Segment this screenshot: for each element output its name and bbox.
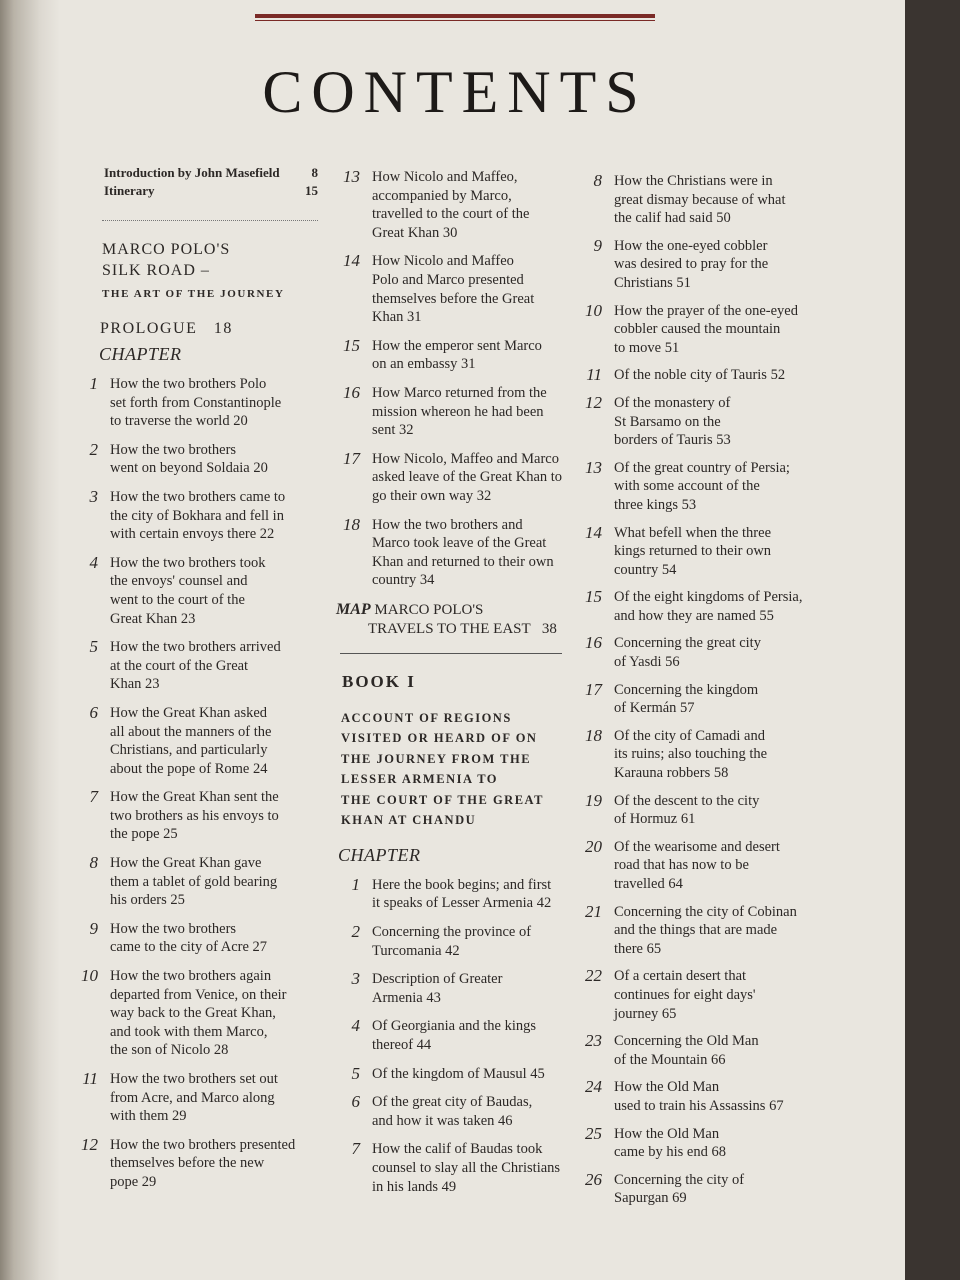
section-subtitle: THE ART OF THE JOURNEY xyxy=(102,288,285,300)
chapter-entry xyxy=(62,920,332,957)
chapter-title: How Nicolo, Maffeo and Marco asked leave of the Great Khan to go their own way 32 xyxy=(372,450,563,504)
chapter-title: Of the great country of Persia; with some account of the three kings 53 xyxy=(614,459,790,513)
chapter-title: How the Great Khan asked all about the manners of the Christians, and particularly about the pope of Rome 24 xyxy=(110,704,272,777)
chapter-heading: CHAPTER xyxy=(338,844,421,865)
chapter-number: 23 xyxy=(585,1031,602,1051)
chapter-entry xyxy=(62,1136,332,1192)
chapter-title: How the Old Man came by his end 68 xyxy=(614,1125,726,1161)
front-entry xyxy=(62,182,332,200)
chapter-title: Of a certain desert that continues for eight days' journey 65 xyxy=(614,968,756,1022)
chapter-number: 7 xyxy=(89,787,98,807)
page-gutter-shadow xyxy=(0,0,60,1280)
chapter-number: 8 xyxy=(593,171,602,190)
front-entry-page: 15 xyxy=(305,183,318,198)
chapter-title: Concerning the kingdom of Kermán 57 xyxy=(614,681,759,717)
chapter-number: 25 xyxy=(585,1123,602,1143)
chapter-entry xyxy=(584,1125,824,1162)
chapter-title: Of the noble city of Tauris 52 xyxy=(614,367,786,384)
section-title-line2: SILK ROAD – xyxy=(102,262,210,279)
contents-column-3 xyxy=(584,172,824,1217)
chapter-number: 4 xyxy=(351,1016,360,1036)
chapter-title: How Marco returned from the mission whereon he had been sent 32 xyxy=(372,384,547,439)
chapter-title: How the two brothers Polo set forth from Constantinople to traverse the world 20 xyxy=(110,376,282,430)
chapter-number: 1 xyxy=(89,374,98,393)
chapter-entry xyxy=(584,1078,824,1115)
chapter-number: 12 xyxy=(81,1134,98,1154)
chapter-title: How the two brothers came to the city of Acre 27 xyxy=(110,920,268,956)
chapter-list-2 xyxy=(336,168,571,590)
chapter-title: How the Old Man used to train his Assassins 67 xyxy=(614,1079,784,1114)
chapter-entry xyxy=(584,172,824,228)
chapter-entry xyxy=(336,1065,571,1084)
chapter-entry xyxy=(584,838,824,894)
chapter-title: Description of Greater Armenia 43 xyxy=(372,971,503,1006)
chapter-title: How the two brothers arrived at the court of the Great Khan 23 xyxy=(110,639,281,693)
chapter-number: 6 xyxy=(351,1092,360,1112)
chapter-number: 15 xyxy=(343,335,360,355)
prologue-entry xyxy=(62,320,332,338)
chapter-number: 21 xyxy=(585,901,602,921)
chapter-entry xyxy=(62,1070,332,1126)
chapter-entry xyxy=(62,441,332,478)
chapter-title: How the two brothers took the envoys' counsel and went to the court of the Great Khan 23 xyxy=(110,554,266,627)
chapter-entry xyxy=(336,970,571,1007)
front-entry xyxy=(62,164,332,182)
chapter-number: 9 xyxy=(593,235,602,255)
chapter-title: How the two brothers went on beyond Soldaia 20 xyxy=(110,441,268,477)
chapter-entry xyxy=(62,554,332,628)
front-entry-page: 8 xyxy=(311,165,318,180)
chapter-title: Concerning the great city of Yasdi 56 xyxy=(614,635,761,671)
map-page: 38 xyxy=(541,620,557,637)
chapter-entry xyxy=(62,704,332,778)
chapter-title: How the one-eyed cobbler was desired to pray for the Christians 51 xyxy=(614,237,769,291)
chapter-title: How the calif of Baudas took counsel to slay all the Christians in his lands 49 xyxy=(372,1141,561,1195)
chapter-number: 6 xyxy=(89,702,98,722)
chapter-title: Concerning the province of Turcomania 42 xyxy=(372,924,532,959)
chapter-number: 18 xyxy=(343,514,360,534)
chapter-entry xyxy=(336,384,571,440)
chapter-entry xyxy=(584,524,824,580)
chapter-entry xyxy=(62,375,332,431)
chapter-list-1 xyxy=(62,375,332,1192)
chapter-entry xyxy=(336,1017,571,1054)
chapter-list-4 xyxy=(584,172,824,1208)
chapter-title: Here the book begins; and first it speaks of Lesser Armenia 42 xyxy=(372,876,552,912)
chapter-entry xyxy=(584,1171,824,1208)
chapter-entry xyxy=(336,337,571,374)
chapter-entry xyxy=(584,394,824,450)
chapter-number: 10 xyxy=(585,300,602,320)
chapter-number: 2 xyxy=(351,922,360,942)
chapter-number: 18 xyxy=(585,725,602,745)
chapter-entry xyxy=(584,681,824,718)
chapter-number: 8 xyxy=(89,853,98,873)
map-line1: MARCO POLO'S xyxy=(374,601,484,618)
chapter-entry xyxy=(62,488,332,544)
chapter-title: How the Christians were in great dismay because of what the calif had said 50 xyxy=(614,173,786,227)
chapter-entry xyxy=(584,1032,824,1069)
chapter-number: 9 xyxy=(89,918,98,938)
contents-column-1 xyxy=(62,164,332,1202)
chapter-number: 22 xyxy=(585,966,602,986)
chapter-number: 10 xyxy=(81,966,98,986)
chapter-entry xyxy=(584,792,824,829)
chapter-number: 24 xyxy=(585,1077,602,1097)
chapter-title: How Nicolo and Maffeo, accompanied by Marco, travelled to the court of the Great Khan 30 xyxy=(372,169,530,241)
chapter-number: 14 xyxy=(585,522,602,542)
chapter-number: 20 xyxy=(585,836,602,856)
book-title: BOOK I xyxy=(342,671,416,691)
chapter-entry xyxy=(336,168,571,242)
chapter-title: Concerning the Old Man of the Mountain 66 xyxy=(614,1033,759,1068)
chapter-entry xyxy=(336,516,571,590)
chapter-title: Of the wearisome and desert road that has now to be travelled 64 xyxy=(614,838,780,892)
chapter-title: Of the descent to the city of Hormuz 61 xyxy=(614,792,760,828)
chapter-entry xyxy=(336,450,571,506)
chapter-number: 5 xyxy=(89,637,98,657)
chapter-number: 16 xyxy=(343,382,360,402)
chapter-title: How the Great Khan sent the two brothers as his envoys to the pope 25 xyxy=(110,789,279,843)
contents-title: CONTENTS xyxy=(262,59,648,125)
chapter-entry xyxy=(584,967,824,1023)
chapter-title: Of the eight kingdoms of Persia, and how they are named 55 xyxy=(614,589,803,624)
chapter-number: 2 xyxy=(89,439,98,459)
chapter-number: 11 xyxy=(82,1069,98,1088)
chapter-number: 7 xyxy=(351,1139,360,1159)
chapter-entry xyxy=(336,1140,571,1196)
chapter-entry xyxy=(584,588,824,625)
chapter-number: 13 xyxy=(343,167,360,186)
chapter-list-3 xyxy=(336,876,571,1196)
chapter-number: 16 xyxy=(585,633,602,653)
section-title-line1: MARCO POLO'S xyxy=(102,241,231,258)
chapter-entry xyxy=(584,634,824,671)
chapter-number: 13 xyxy=(585,457,602,477)
chapter-title: How Nicolo and Maffeo Polo and Marco presented themselves before the Great Khan 31 xyxy=(372,253,535,326)
chapter-number: 12 xyxy=(585,392,602,412)
front-entry-label: Itinerary xyxy=(104,183,155,198)
chapter-number: 17 xyxy=(343,448,360,468)
chapter-entry xyxy=(62,854,332,910)
dotted-divider xyxy=(102,220,318,221)
chapter-number: 14 xyxy=(343,251,360,271)
chapter-title: What befell when the three kings returned to their own country 54 xyxy=(614,524,772,578)
chapter-title: How the two brothers presented themselves before the new pope 29 xyxy=(110,1136,296,1190)
chapter-number: 17 xyxy=(585,679,602,699)
top-rule xyxy=(255,14,655,18)
chapter-entry xyxy=(336,923,571,960)
chapter-title: Concerning the city of Sapurgan 69 xyxy=(614,1171,745,1207)
prologue-page: 18 xyxy=(213,320,233,337)
chapter-number: 3 xyxy=(89,486,98,506)
chapter-title: Of the monastery of St Barsamo on the borders of Tauris 53 xyxy=(614,394,731,449)
chapter-title: Concerning the city of Cobinan and the things that are made there 65 xyxy=(614,903,797,957)
chapter-title: How the two brothers set out from Acre, and Marco along with them 29 xyxy=(110,1071,278,1125)
front-entry-label: Introduction by John Masefield xyxy=(104,165,280,180)
chapter-number: 5 xyxy=(351,1063,360,1083)
chapter-entry xyxy=(62,788,332,844)
chapter-title: How the two brothers and Marco took leave of the Great Khan and returned to their own country 34 xyxy=(372,516,554,589)
chapter-entry xyxy=(336,876,571,913)
chapter-entry xyxy=(584,366,824,385)
chapter-entry xyxy=(584,237,824,293)
book-description: ACCOUNT OF REGIONS VISITED OR HEARD OF ON THE JOURNEY FROM THE LESSER ARMENIA TO THE COURT OF THE GREAT KHAN AT CHANDU xyxy=(341,710,544,828)
map-label: MAP xyxy=(336,600,371,618)
chapter-title: How the prayer of the one-eyed cobbler caused the mountain to move 51 xyxy=(614,302,798,356)
chapter-entry xyxy=(584,727,824,783)
chapter-entry xyxy=(62,638,332,694)
chapter-number: 15 xyxy=(585,587,602,607)
chapter-entry xyxy=(584,903,824,959)
chapter-title: Of Georgiania and the kings thereof 44 xyxy=(372,1018,537,1054)
chapter-entry xyxy=(336,252,571,326)
top-rule-thin xyxy=(255,20,655,21)
chapter-title: How the Great Khan gave them a tablet of gold bearing his orders 25 xyxy=(110,855,278,909)
chapter-number: 4 xyxy=(89,552,98,572)
contents-column-2 xyxy=(336,168,571,1206)
chapter-number: 11 xyxy=(586,365,602,385)
chapter-title: Of the city of Camadi and its ruins; also touching the Karauna robbers 58 xyxy=(614,727,768,782)
chapter-entry xyxy=(336,1093,571,1130)
chapter-title: How the two brothers came to the city of Bokhara and fell in with certain envoys there 22 xyxy=(110,488,286,543)
chapter-title: Of the great city of Baudas, and how it was taken 46 xyxy=(372,1094,533,1129)
chapter-number: 26 xyxy=(585,1169,602,1189)
chapter-number: 3 xyxy=(351,969,360,989)
prologue-label: PROLOGUE xyxy=(100,320,198,337)
chapter-entry xyxy=(584,302,824,358)
chapter-number: 1 xyxy=(351,874,360,894)
map-entry xyxy=(336,600,571,639)
chapter-title: How the emperor sent Marco on an embassy 31 xyxy=(372,337,542,373)
chapter-number: 19 xyxy=(585,790,602,810)
chapter-entry xyxy=(62,967,332,1060)
chapter-title: How the two brothers again departed from Venice, on their way back to the Great Khan, and took with them Marco, the son of Nicolo 28 xyxy=(110,968,287,1059)
chapter-entry xyxy=(584,459,824,515)
section-divider xyxy=(340,653,562,654)
chapter-heading: CHAPTER xyxy=(99,344,182,364)
chapter-title: Of the kingdom of Mausul 45 xyxy=(372,1065,545,1082)
map-line2: TRAVELS TO THE EAST xyxy=(368,620,531,637)
